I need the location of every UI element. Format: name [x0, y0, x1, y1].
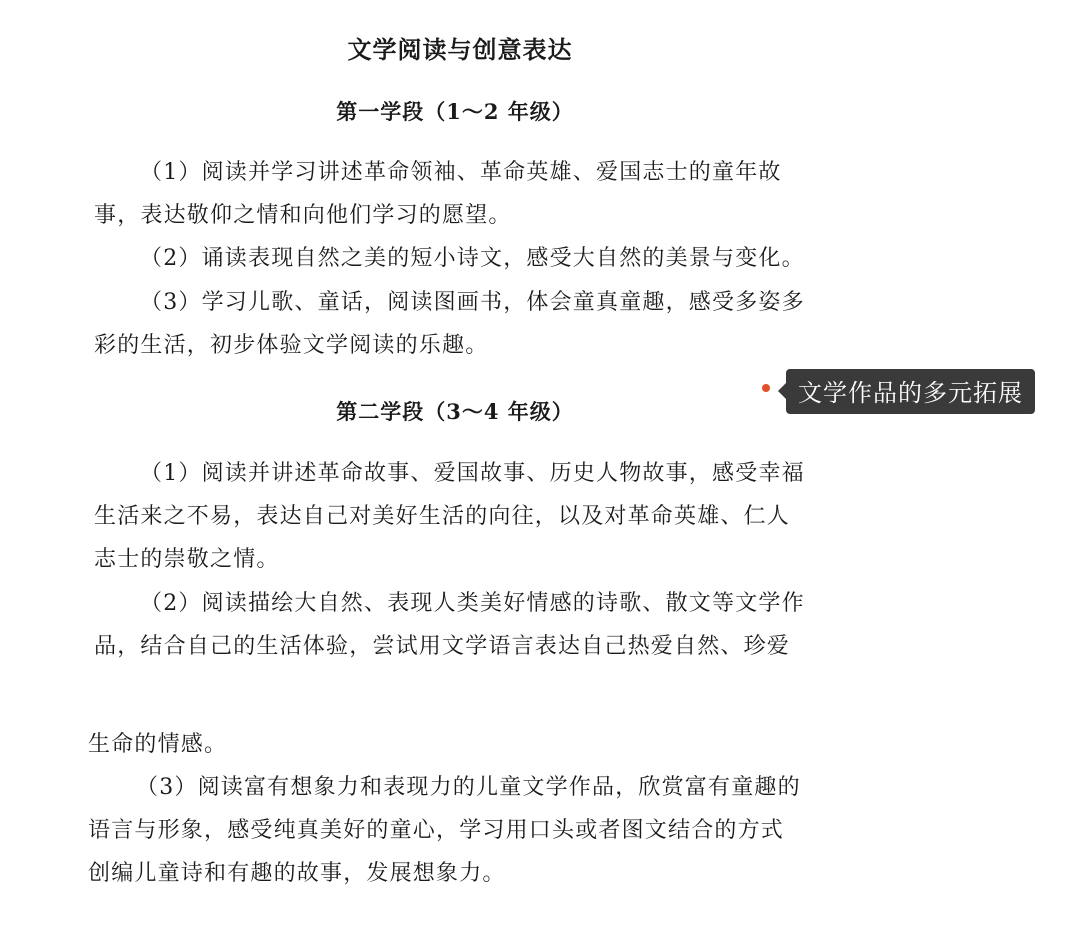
- text-line: 志士的崇敬之情。: [94, 547, 280, 572]
- stage2-paragraph-2-continued: [88, 723, 227, 766]
- text-line: 生活来之不易，表达自己对美好生活的向往，以及对革命英雄、仁人: [94, 504, 791, 529]
- text-line: （2）阅读描绘大自然、表现人类美好情感的诗歌、散文等文学作: [140, 591, 805, 616]
- text-line: （3）学习儿歌、童话，阅读图画书，体会童真童趣，感受多姿多: [140, 290, 805, 315]
- text-line: 品，结合自己的生活体验，尝试用文学语言表达自己热爱自然、珍爱: [94, 634, 791, 659]
- stage2-paragraph-3: [88, 766, 801, 895]
- text-line: （2）诵读表现自然之美的短小诗文，感受大自然的美景与变化。: [140, 246, 805, 271]
- text-line: 生命的情感。: [88, 732, 228, 757]
- stage2-paragraph-1: [94, 452, 805, 581]
- text-line: （3）阅读富有想象力和表现力的儿童文学作品，欣赏富有童趣的: [136, 775, 801, 800]
- text-line: 语言与形象，感受纯真美好的童心，学习用口头或者图文结合的方式: [88, 818, 785, 843]
- stage1-paragraph-2: [94, 237, 805, 280]
- text-line: 事，表达敬仰之情和向他们学习的愿望。: [94, 203, 512, 228]
- annotation-pointer-icon: [778, 383, 786, 399]
- annotation-dot-icon: [762, 384, 770, 392]
- stage1-paragraph-1: [94, 151, 782, 237]
- stage2-paragraph-2: [94, 582, 805, 668]
- page-title: 文学阅读与创意表达: [347, 36, 573, 64]
- stage2-heading: 第二学段（3～4 年级）: [336, 399, 574, 424]
- stage1-paragraph-3: [94, 281, 805, 367]
- stage1-heading: 第一学段（1～2 年级）: [336, 99, 574, 124]
- text-line: （1）阅读并学习讲述革命领袖、革命英雄、爱国志士的童年故: [140, 160, 782, 185]
- annotation-tag[interactable]: [762, 369, 1035, 413]
- text-line: 彩的生活，初步体验文学阅读的乐趣。: [94, 333, 489, 358]
- text-line: （1）阅读并讲述革命故事、爱国故事、历史人物故事，感受幸福: [140, 461, 805, 486]
- text-line: 创编儿童诗和有趣的故事，发展想象力。: [88, 861, 506, 886]
- annotation-label[interactable]: 文学作品的多元拓展: [786, 369, 1035, 414]
